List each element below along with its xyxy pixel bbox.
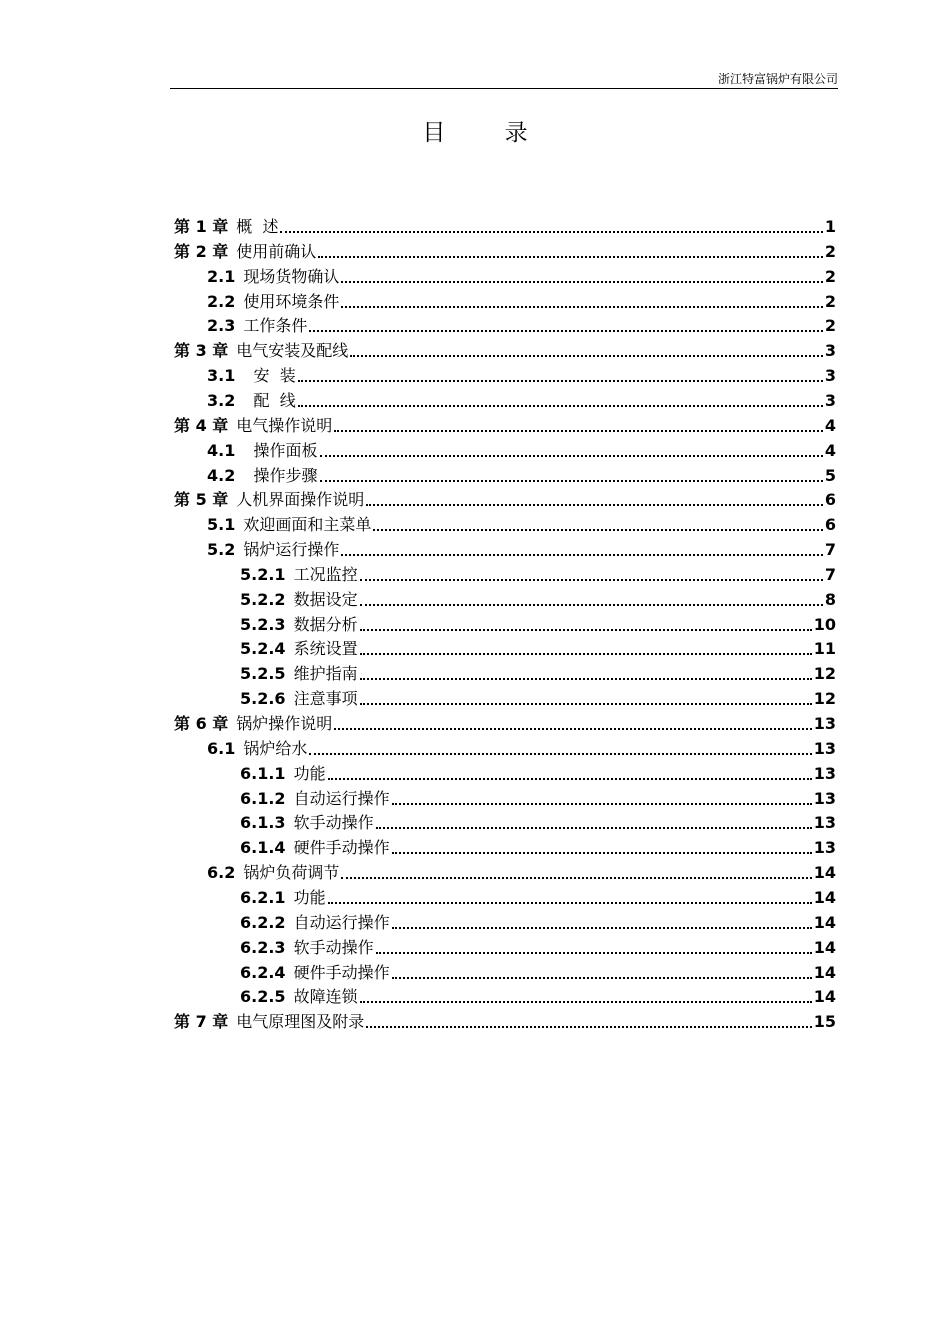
toc-dot-leader [320, 480, 823, 482]
toc-entry-title: 锅炉运行操作 [243, 540, 340, 560]
toc-entry-number: 3.1 [207, 366, 236, 386]
toc-entry-title: 欢迎画面和主菜单 [243, 515, 372, 535]
toc-entry-number: 6.1.2 [240, 788, 286, 808]
toc-entry[interactable] [207, 535, 836, 560]
toc-entry-number: 4.2 [207, 465, 236, 485]
toc-entry-page: 13 [813, 763, 836, 783]
toc-dot-leader [366, 504, 823, 506]
toc-entry-page: 14 [813, 863, 836, 883]
toc-entry-title: 功能 [293, 763, 326, 783]
toc-dot-leader [320, 455, 823, 457]
toc-entry-title: 自动运行操作 [293, 788, 390, 808]
toc-entry-title: 维护指南 [293, 664, 358, 684]
toc-entry-page: 14 [813, 912, 836, 932]
toc-entry[interactable] [240, 808, 836, 833]
toc-dot-leader [334, 430, 823, 432]
toc-entry-number: 4.1 [207, 440, 236, 460]
toc-entry-title: 使用前确认 [236, 241, 317, 261]
toc-entry-number: 第 4 章 [174, 415, 229, 435]
toc-dot-leader [392, 927, 812, 929]
toc-entry-number: 第 2 章 [174, 241, 229, 261]
toc-dot-leader [360, 1001, 812, 1003]
toc-entry-number: 6.2.4 [240, 962, 286, 982]
toc-entry-page: 3 [824, 390, 836, 410]
toc-entry[interactable] [207, 361, 836, 386]
toc-entry-page: 6 [824, 490, 836, 510]
toc-entry-number: 5.2.4 [240, 639, 286, 659]
toc-entry-page: 3 [824, 366, 836, 386]
toc-dot-leader [360, 678, 812, 680]
toc-entry-page: 1 [824, 217, 836, 236]
toc-dot-leader [360, 703, 812, 705]
toc-entry-page: 5 [824, 465, 836, 485]
toc-entry-number: 5.2.6 [240, 689, 286, 709]
toc-dot-leader [350, 355, 823, 357]
toc-entry-title: 锅炉负荷调节 [243, 863, 340, 883]
toc-entry[interactable] [207, 461, 836, 486]
toc-entry-title: 数据设定 [293, 589, 358, 609]
toc-entry-page: 8 [824, 589, 836, 609]
toc-entry-page: 12 [813, 664, 836, 684]
title-char: 目 [422, 120, 446, 146]
toc-entry-page: 13 [813, 813, 836, 833]
toc-entry[interactable] [207, 262, 836, 287]
toc-dot-leader [360, 579, 823, 581]
toc-entry[interactable] [240, 958, 836, 983]
toc-entry-page: 14 [813, 887, 836, 907]
toc-dot-leader [376, 827, 812, 829]
toc-dot-leader [360, 604, 823, 606]
toc-entry-number: 6.2 [207, 863, 236, 883]
toc-entry-title: 系统设置 [293, 639, 358, 659]
toc-entry-page: 2 [824, 316, 836, 336]
toc-entry-number: 2.1 [207, 266, 236, 286]
toc-entry-title: 锅炉给水 [243, 738, 308, 758]
toc-entry-number: 5.2 [207, 540, 236, 560]
toc-dot-leader [341, 281, 823, 283]
toc-entry-number: 6.2.2 [240, 912, 286, 932]
toc-entry-page: 13 [813, 838, 836, 858]
toc-dot-leader [328, 778, 812, 780]
toc-entry-number: 6.1.1 [240, 763, 286, 783]
toc-entry[interactable] [174, 237, 836, 262]
toc-dot-leader [280, 231, 822, 233]
toc-entry-title: 使用环境条件 [243, 291, 340, 311]
toc-entry-number: 第 5 章 [174, 490, 229, 510]
toc-entry-title: 配 线 [243, 390, 296, 410]
toc-entry-title: 硬件手动操作 [293, 838, 390, 858]
toc-dot-leader [309, 330, 823, 332]
toc-entry[interactable] [174, 411, 836, 436]
toc-entry-number: 6.2.5 [240, 987, 286, 1007]
toc-entry-number: 第 1 章 [174, 217, 229, 236]
toc-entry-page: 2 [824, 266, 836, 286]
toc-entry-number: 5.2.2 [240, 589, 286, 609]
toc-dot-leader [373, 529, 823, 531]
toc-entry[interactable] [240, 610, 836, 635]
toc-dot-leader [376, 952, 812, 954]
toc-entry-title: 现场货物确认 [243, 266, 340, 286]
toc-entry[interactable] [240, 833, 836, 858]
toc-entry-number: 3.2 [207, 390, 236, 410]
toc-entry-number: 2.2 [207, 291, 236, 311]
toc-entry-page: 13 [813, 788, 836, 808]
toc-entry-page: 2 [824, 291, 836, 311]
toc-entry-page: 13 [813, 714, 836, 733]
toc-entry-page: 12 [813, 689, 836, 709]
toc-dot-leader [392, 977, 812, 979]
title-char: 录 [504, 120, 528, 146]
toc-entry[interactable] [240, 659, 836, 684]
toc-entry-title: 人机界面操作说明 [236, 490, 365, 510]
toc-entry[interactable] [240, 684, 836, 709]
page-header [170, 70, 838, 89]
page-title [0, 115, 950, 151]
toc-entry[interactable] [174, 1007, 836, 1032]
toc-entry[interactable] [240, 759, 836, 784]
toc-dot-leader [360, 653, 812, 655]
toc-entry-title: 电气安装及配线 [236, 341, 349, 361]
toc-entry-number: 6.2.3 [240, 937, 286, 957]
toc-entry[interactable] [207, 386, 836, 411]
toc-entry[interactable] [240, 784, 836, 809]
toc-entry-title: 电气操作说明 [236, 415, 333, 435]
toc-entry-title: 概 述 [236, 217, 279, 236]
toc-entry-number: 5.1 [207, 515, 236, 535]
toc-entry-title: 电气原理图及附录 [236, 1012, 365, 1032]
toc-entry-number: 第 3 章 [174, 341, 229, 361]
toc-entry[interactable] [174, 212, 836, 237]
toc-entry-page: 7 [824, 564, 836, 584]
toc-entry[interactable] [240, 634, 836, 659]
toc-entry-number: 第 7 章 [174, 1012, 229, 1032]
toc-entry[interactable] [174, 485, 836, 510]
toc-entry[interactable] [207, 436, 836, 461]
header-company-name: 浙江特富锅炉有限公司 [717, 72, 838, 86]
toc-dot-leader [392, 852, 812, 854]
toc-entry-page: 13 [813, 738, 836, 758]
toc-entry[interactable] [240, 908, 836, 933]
toc-dot-leader [341, 554, 823, 556]
toc-entry-number: 6.2.1 [240, 887, 286, 907]
toc-dot-leader [341, 877, 811, 879]
toc-entry[interactable] [240, 585, 836, 610]
toc-entry-page: 11 [813, 639, 836, 659]
toc-entry-title: 注意事项 [293, 689, 358, 709]
toc-entry-title: 操作面板 [243, 440, 318, 460]
toc-dot-leader [341, 306, 823, 308]
toc-entry[interactable] [207, 287, 836, 312]
toc-entry-title: 软手动操作 [293, 813, 374, 833]
toc-entry[interactable] [207, 510, 836, 535]
toc-entry[interactable] [174, 709, 836, 734]
toc-entry-page: 14 [813, 962, 836, 982]
toc-entry[interactable] [207, 734, 836, 759]
toc-entry-page: 15 [813, 1012, 836, 1032]
toc-entry[interactable] [207, 311, 836, 336]
toc-entry-title: 工作条件 [243, 316, 308, 336]
toc-entry-title: 软手动操作 [293, 937, 374, 957]
toc-entry-number: 第 6 章 [174, 714, 229, 733]
toc-entry-title: 自动运行操作 [293, 912, 390, 932]
toc-entry-page: 14 [813, 987, 836, 1007]
toc-entry-title: 操作步骤 [243, 465, 318, 485]
toc-dot-leader [318, 256, 823, 258]
toc-entry-number: 6.1 [207, 738, 236, 758]
toc-entry-number: 6.1.3 [240, 813, 286, 833]
toc-dot-leader [360, 629, 812, 631]
toc-dot-leader [334, 728, 811, 730]
toc-dot-leader [366, 1026, 811, 1028]
toc-entry-title: 数据分析 [293, 614, 358, 634]
toc-dot-leader [309, 753, 811, 755]
toc-entry-page: 2 [824, 241, 836, 261]
toc-entry[interactable] [240, 982, 836, 1007]
toc-entry-number: 6.1.4 [240, 838, 286, 858]
toc-entry-page: 4 [824, 415, 836, 435]
toc-entry-title: 硬件手动操作 [293, 962, 390, 982]
toc-entry-title: 功能 [293, 887, 326, 907]
toc-entry-title: 锅炉操作说明 [236, 714, 333, 733]
toc-dot-leader [298, 405, 823, 407]
toc-entry-number: 5.2.3 [240, 614, 286, 634]
toc-entry[interactable] [207, 858, 836, 883]
toc-dot-leader [328, 902, 812, 904]
toc-entry-page: 7 [824, 540, 836, 560]
toc-entry-page: 10 [813, 614, 836, 634]
toc-entry-number: 5.2.1 [240, 564, 286, 584]
toc-entry-page: 14 [813, 937, 836, 957]
toc-entry-title: 安 装 [243, 366, 296, 386]
toc-dot-leader [298, 380, 823, 382]
toc-entry[interactable] [174, 336, 836, 361]
toc-entry-page: 6 [824, 515, 836, 535]
toc-entry-number: 5.2.5 [240, 664, 286, 684]
toc-dot-leader [392, 803, 812, 805]
toc-entry[interactable] [240, 883, 836, 908]
toc-entry-page: 3 [824, 341, 836, 361]
toc-entry[interactable] [240, 560, 836, 585]
toc-entry-page: 4 [824, 440, 836, 460]
toc-entry-title: 故障连锁 [293, 987, 358, 1007]
toc-entry[interactable] [240, 933, 836, 958]
toc-entry-title: 工况监控 [293, 564, 358, 584]
toc-entry-number: 2.3 [207, 316, 236, 336]
